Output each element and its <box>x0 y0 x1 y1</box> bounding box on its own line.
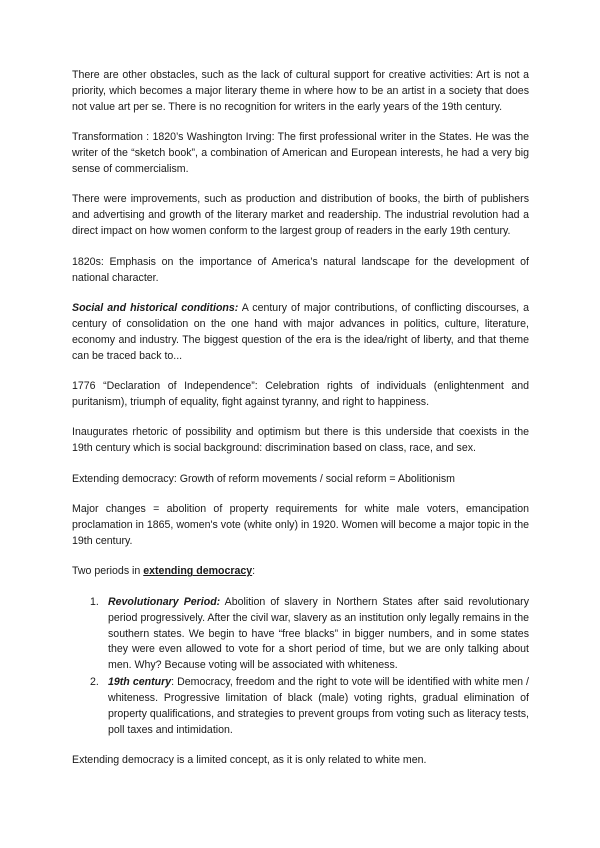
paragraph-major-changes: Major changes = abolition of property requirements for white male voters, emancipation proclamation in 1865, women's vote (white only) in 1920. Women will become a major topic in the 19th century. <box>72 503 529 547</box>
list-item-title: Revolutionary Period: <box>108 595 221 608</box>
list-item-title: 19th century <box>108 676 172 689</box>
paragraph-extending-democracy: Extending democracy: Growth of reform movements / social reform = Abolitionism <box>72 472 455 485</box>
list-item-number: 2. <box>90 676 99 689</box>
paragraph-declaration: 1776 “Declaration of Independence”: Celebration rights of individuals (enlightenment and puritanism), triumph of equality, fight against tyranny, and right to happiness. <box>72 380 529 408</box>
two-periods-emphasis: extending democracy <box>143 565 253 578</box>
list-item-number: 1. <box>90 595 99 608</box>
social-conditions-body: A century of major contributions, of conflicting discourses, a century of consolidation on the one hand with major advances in politics, culture, literature, economy and industry. The biggest question of the era is the idea/right of liberty, and that theme can be traced back to... <box>72 301 529 362</box>
paragraph-transformation: Transformation : 1820’s Washington Irving: The first professional writer in the States. He was the writer of the “sketch book”, a combination of American and European interests, he had a very big sense of commercialism. <box>72 131 529 176</box>
list-item-body: : Democracy, freedom and the right to vote will be identified with white men / whiteness. Progressive limitation of black (male) voting rights, gradual elimination of property qualifications, and strategies to prevent groups from voting such as literacy tests, poll taxes and intimidation. <box>108 676 529 736</box>
list-item <box>72 675 529 739</box>
list-item-body: Abolition of slavery in Northern States after said revolutionary period progressively. After the civil war, slavery as an institution only legally remains in the southern states. We begin to have “free blacks” in bigger numbers, and in some states they were even allowed to vote for a short period of time, but we are only talking about men. Why? Because voting will be associated with whiteness. <box>108 595 529 672</box>
two-periods-prefix: Two periods in <box>72 565 144 578</box>
document-page <box>72 68 529 784</box>
paragraph-social-conditions <box>72 301 529 365</box>
paragraph-obstacles: There are other obstacles, such as the lack of cultural support for creative activities: Art is not a priority, which becomes a major literary theme in where how to be an artist in a society that does not value art per se. There is no recognition for writers in the early years of the 19th century. <box>72 69 529 113</box>
paragraph-improvements: There were improvements, such as production and distribution of books, the birth of publishers and advertising and growth of the literary market and readership. The industrial revolution had a direct impact on how women conform to the largest group of readers in the early 19th century. <box>72 193 529 238</box>
paragraph-conclusion: Extending democracy is a limited concept, as it is only related to white men. <box>72 754 427 767</box>
list-item <box>72 595 529 675</box>
paragraph-two-periods <box>72 564 529 580</box>
periods-list <box>72 595 529 739</box>
paragraph-1820s: 1820s: Emphasis on the importance of America’s natural landscape for the development of national character. <box>72 255 529 284</box>
social-conditions-heading: Social and historical conditions: <box>72 301 239 314</box>
two-periods-suffix: : <box>252 565 256 578</box>
paragraph-rhetoric: Inaugurates rhetoric of possibility and optimism but there is this underside that coexists in the 19th century which is social background: discrimination based on class, race, and sex. <box>72 426 529 455</box>
